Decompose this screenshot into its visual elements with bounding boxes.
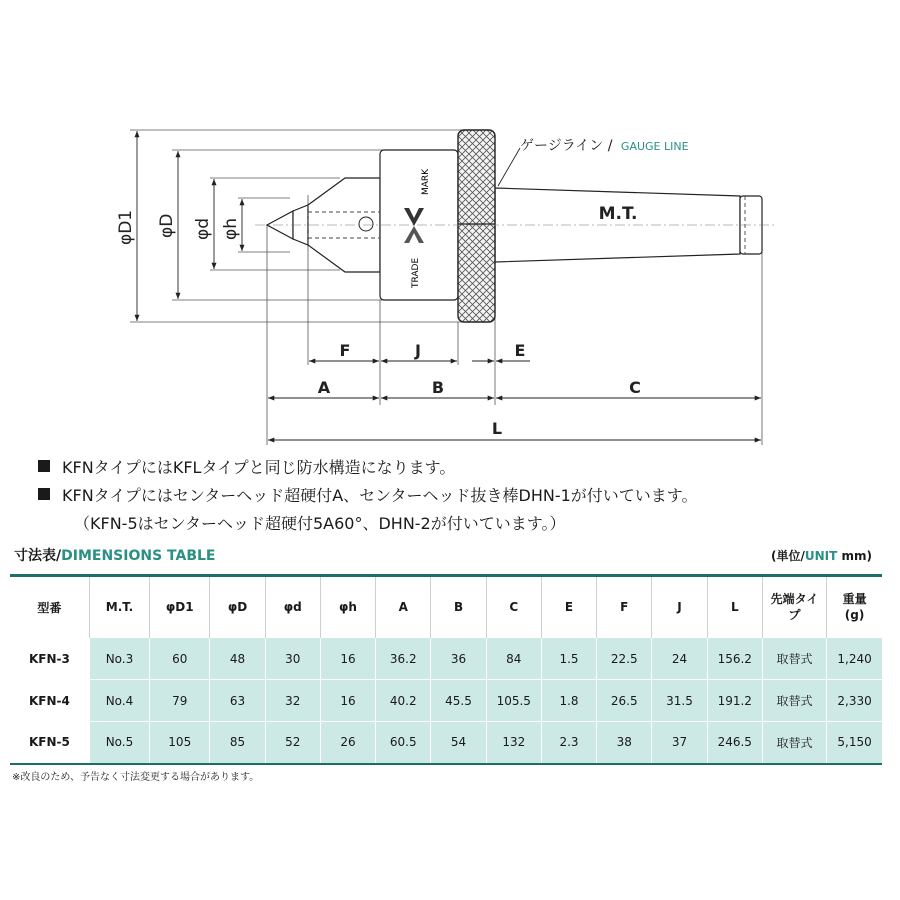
C-label: C <box>629 378 641 397</box>
L-label: L <box>491 419 503 438</box>
cell: 191.2 <box>707 680 762 722</box>
mt-label: M.T. <box>598 204 638 224</box>
cell: 105 <box>150 722 210 764</box>
cell-model: KFN-3 <box>10 638 89 680</box>
bullet-square-icon <box>38 488 50 500</box>
trade-label: TRADE <box>411 257 421 288</box>
cell: 132 <box>486 722 541 764</box>
cell: No.3 <box>89 638 149 680</box>
cell: 40.2 <box>376 680 431 722</box>
cell: 取替式 <box>762 638 826 680</box>
column-header-tip-type: 先端タイ プ <box>762 576 826 638</box>
cell: No.5 <box>89 722 149 764</box>
column-header: E <box>541 576 596 638</box>
cell: 60.5 <box>376 722 431 764</box>
unit-prefix: (単位/ <box>771 549 805 563</box>
cell: 1.8 <box>541 680 596 722</box>
A-label: A <box>317 378 331 397</box>
column-header: φD <box>210 576 265 638</box>
B-label: B <box>431 378 445 397</box>
column-header: C <box>486 576 541 638</box>
column-header: φh <box>320 576 375 638</box>
cell: 79 <box>150 680 210 722</box>
cell: 60 <box>150 638 210 680</box>
cell: 16 <box>320 638 375 680</box>
note-text: KFNタイプにはKFLタイプと同じ防水構造になります。 <box>62 457 456 477</box>
cell: 30 <box>265 638 320 680</box>
phid-label: φd <box>193 217 213 240</box>
cell: 48 <box>210 638 265 680</box>
footnote: ※改良のため、予告なく寸法変更する場合があります。 <box>12 772 260 783</box>
cell: 156.2 <box>707 638 762 680</box>
cell: 37 <box>652 722 707 764</box>
column-header: φd <box>265 576 320 638</box>
column-header: B <box>431 576 486 638</box>
column-header-weight: 重量 (g) <box>827 576 882 638</box>
unit-label <box>771 547 872 564</box>
cell: 16 <box>320 680 375 722</box>
column-header: A <box>376 576 431 638</box>
cell: 36 <box>431 638 486 680</box>
unit-suffix: mm) <box>837 549 872 563</box>
table-header-row <box>10 576 882 638</box>
note-item <box>38 508 888 536</box>
table-title-en: DIMENSIONS TABLE <box>61 548 216 564</box>
note-text: KFNタイプにはセンターヘッド超硬付A、センターヘッド抜き棒DHN-1が付いています。 <box>62 485 698 505</box>
cell: 2,330 <box>827 680 882 722</box>
cell: 246.5 <box>707 722 762 764</box>
table-title <box>14 545 216 565</box>
note-text: （KFN-5はセンターヘッド超硬付5A60°、DHN-2が付いています。） <box>74 513 566 533</box>
column-header: F <box>597 576 652 638</box>
cell: 54 <box>431 722 486 764</box>
cell: 取替式 <box>762 722 826 764</box>
table-row <box>10 638 882 680</box>
svg-text:ゲージライン / GAUGE LINE <box>520 138 689 154</box>
cell: 2.3 <box>541 722 596 764</box>
cell: 1,240 <box>827 638 882 680</box>
cell: 31.5 <box>652 680 707 722</box>
cell: 22.5 <box>597 638 652 680</box>
cell: 52 <box>265 722 320 764</box>
unit-en: UNIT <box>804 549 838 563</box>
cell: 38 <box>597 722 652 764</box>
phiD-label: φD <box>157 213 177 238</box>
cell: 63 <box>210 680 265 722</box>
column-header: M.T. <box>89 576 149 638</box>
cell: 84 <box>486 638 541 680</box>
cell: 26.5 <box>597 680 652 722</box>
cell-model: KFN-5 <box>10 722 89 764</box>
cell-model: KFN-4 <box>10 680 89 722</box>
cell: No.4 <box>89 680 149 722</box>
phih-label: φh <box>221 218 241 240</box>
column-header: L <box>707 576 762 638</box>
note-item <box>38 480 888 508</box>
cell: 5,150 <box>827 722 882 764</box>
E-label: E <box>514 341 526 360</box>
cell: 85 <box>210 722 265 764</box>
column-header: φD1 <box>150 576 210 638</box>
table-title-jp: 寸法表/ <box>14 548 62 564</box>
cell: 取替式 <box>762 680 826 722</box>
cell: 45.5 <box>431 680 486 722</box>
dimensions-table <box>10 574 882 765</box>
column-header: J <box>652 576 707 638</box>
cell: 105.5 <box>486 680 541 722</box>
cell: 26 <box>320 722 375 764</box>
cell: 1.5 <box>541 638 596 680</box>
phiD1-label: φD1 <box>116 209 136 245</box>
cell: 36.2 <box>376 638 431 680</box>
F-label: F <box>339 341 351 360</box>
cell: 24 <box>652 638 707 680</box>
column-header: 型番 <box>10 576 89 638</box>
gauge-line-en: GAUGE LINE <box>620 140 689 153</box>
table-row <box>10 680 882 722</box>
bullet-square-icon <box>38 460 50 472</box>
notes <box>38 452 888 536</box>
gauge-line-jp: ゲージライン / <box>520 138 613 154</box>
note-item <box>38 452 888 480</box>
mark-label: MARK <box>421 168 431 195</box>
cell: 32 <box>265 680 320 722</box>
J-label: J <box>415 341 421 360</box>
table-row <box>10 722 882 764</box>
